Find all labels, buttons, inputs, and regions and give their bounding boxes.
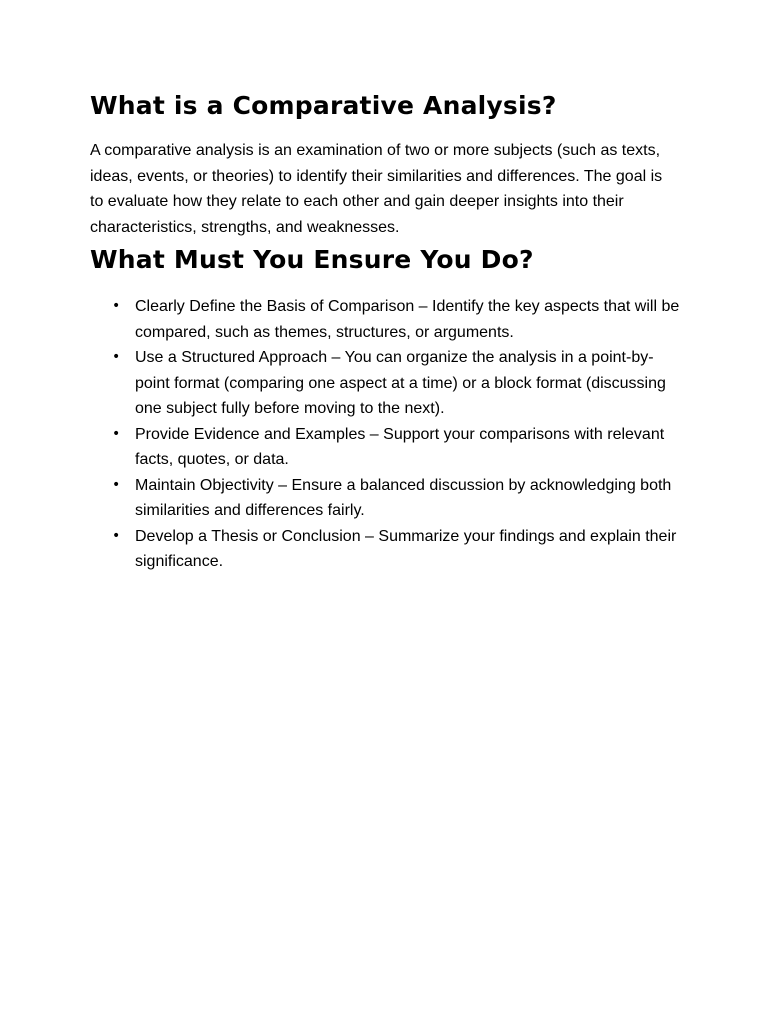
intro-paragraph: A comparative analysis is an examination of two or more subjects (such as texts, ideas, events, or theories) to identify their similarities and differences. The goal is to evaluate how they relate to each other and gain deeper insights into their characteristics, strengths, and weaknesses. [90,142,663,236]
list-item-text: Develop a Thesis or Conclusion – Summarize your findings and explain their significance. [135,527,677,570]
bullet-icon: • [112,349,121,365]
bullet-icon: • [112,425,121,442]
document-page [90,86,685,575]
list-item [90,422,685,473]
list-item-text: Provide Evidence and Examples – Support your comparisons with relevant facts, quotes, or data. [135,425,665,468]
list-item [90,294,685,345]
bullet-icon: • [112,298,121,314]
heading-what-must-you-ensure: What Must You Ensure You Do? [90,245,534,274]
list-item [90,345,685,422]
list-item [90,524,685,575]
bullet-icon: • [112,476,121,493]
list-item-text: Use a Structured Approach – You can organize the analysis in a point-by-point format (comparing one aspect at a time) or a block format (discussing one subject fully before moving to the next). [135,349,666,417]
bullet-icon: • [112,527,121,544]
list-item-text: Maintain Objectivity – Ensure a balanced discussion by acknowledging both similarities and differences fairly. [135,476,672,519]
list-item-text: Clearly Define the Basis of Comparison – Identify the key aspects that will be compared, such as themes, structures, or arguments. [135,298,680,341]
requirements-list [90,294,685,575]
list-item [90,473,685,524]
heading-what-is-comparative-analysis: What is a Comparative Analysis? [90,91,557,120]
